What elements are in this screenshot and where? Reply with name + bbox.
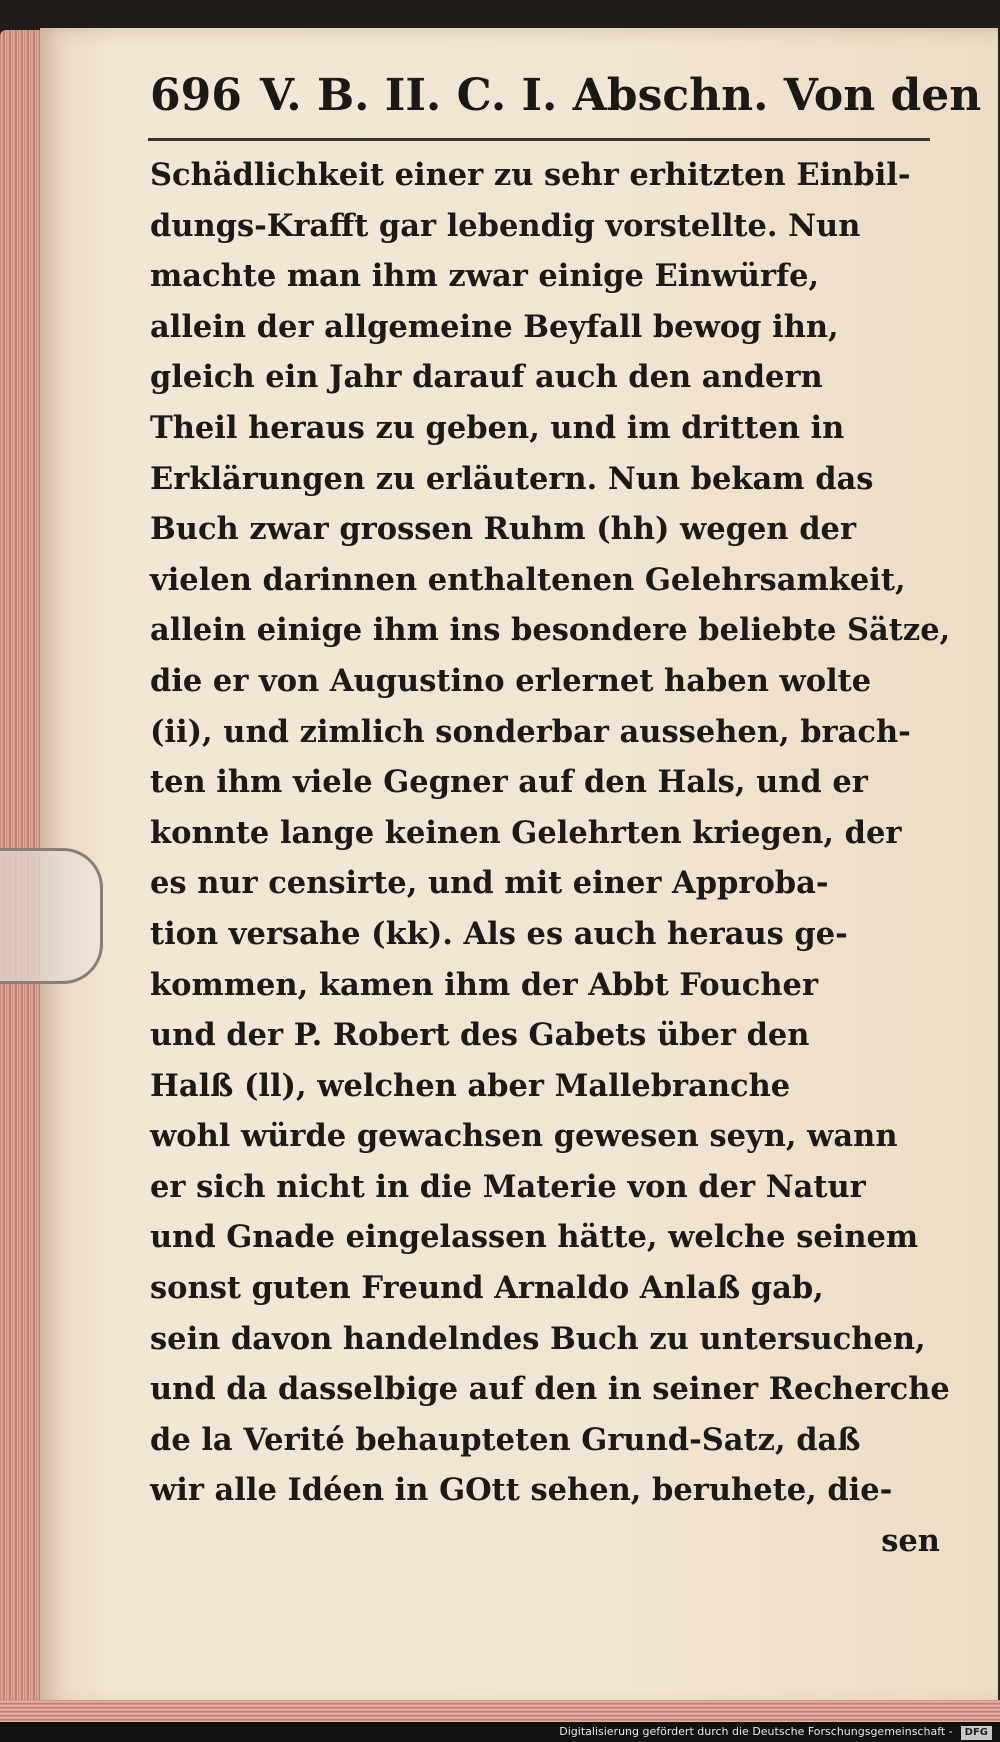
text-line: Halß (ll), welchen aber Mallebranche [150,1067,791,1104]
text-line: sonst guten Freund Arnaldo Anlaß gab, [150,1270,824,1307]
page-tab-marker [0,848,103,984]
text-line: de la Verité behaupteten Grund-Satz, daß [150,1421,861,1458]
running-title: V. B. II. C. I. Abschn. Von den [259,70,982,121]
header-rule [148,138,930,141]
catchword: sen [881,1523,940,1560]
text-line: und der P. Robert des Gabets über den [150,1017,810,1054]
text-line: Buch zwar grossen Ruhm (hh) wegen der [150,511,857,548]
page-number: 696 [150,70,242,121]
text-line: und Gnade eingelassen hätte, welche seinem [150,1219,919,1256]
text-line: gleich ein Jahr darauf auch den andern [150,359,823,396]
text-line: die er von Augustino erlernet haben wolte [150,662,872,699]
text-line: vielen darinnen enthaltenen Gelehrsamkeit, [150,561,906,598]
text-line: er sich nicht in die Materie von der Natur [150,1168,866,1205]
text-line: sein davon handelndes Buch zu untersuchen, [150,1320,926,1357]
text-line: und da dasselbige auf den in seiner Recherche [150,1371,950,1408]
book-bottom-edge [0,1700,1000,1722]
digitization-footer [0,1722,1000,1742]
text-line: Schädlichkeit einer zu sehr erhitzten Einbil- [150,157,911,193]
dfg-logo: DFG [961,1726,992,1740]
text-line: ten ihm viele Gegner auf den Hals, und er [150,764,868,801]
text-line: dungs-Krafft gar lebendig vorstellte. Nun [150,207,861,244]
body-text [150,150,951,1567]
text-line: machte man ihm zwar einige Einwürfe, [150,258,820,295]
text-line: es nur censirte, und mit einer Approba- [150,865,829,902]
text-line: wir alle Idéen in GOtt sehen, beruhete, die- [150,1472,893,1509]
text-line: (ii), und zimlich sonderbar aussehen, brach- [150,713,911,750]
text-line: wohl würde gewachsen gewesen seyn, wann [150,1118,898,1155]
text-line: allein der allgemeine Beyfall bewog ihn, [150,308,839,345]
footer-text: Digitalisierung gefördert durch die Deutsche Forschungsgemeinschaft - [559,1725,953,1738]
text-line: kommen, kamen ihm der Abbt Foucher [150,966,819,1003]
text-line: Erklärungen zu erläutern. Nun bekam das [150,460,874,497]
text-line: Theil heraus zu geben, und im dritten in [150,409,845,446]
text-line: konnte lange keinen Gelehrten kriegen, der [150,814,902,851]
running-header [150,70,982,121]
text-line: allein einige ihm ins besondere beliebte Sätze, [150,612,951,649]
text-line: tion versahe (kk). Als es auch heraus ge- [150,915,848,952]
